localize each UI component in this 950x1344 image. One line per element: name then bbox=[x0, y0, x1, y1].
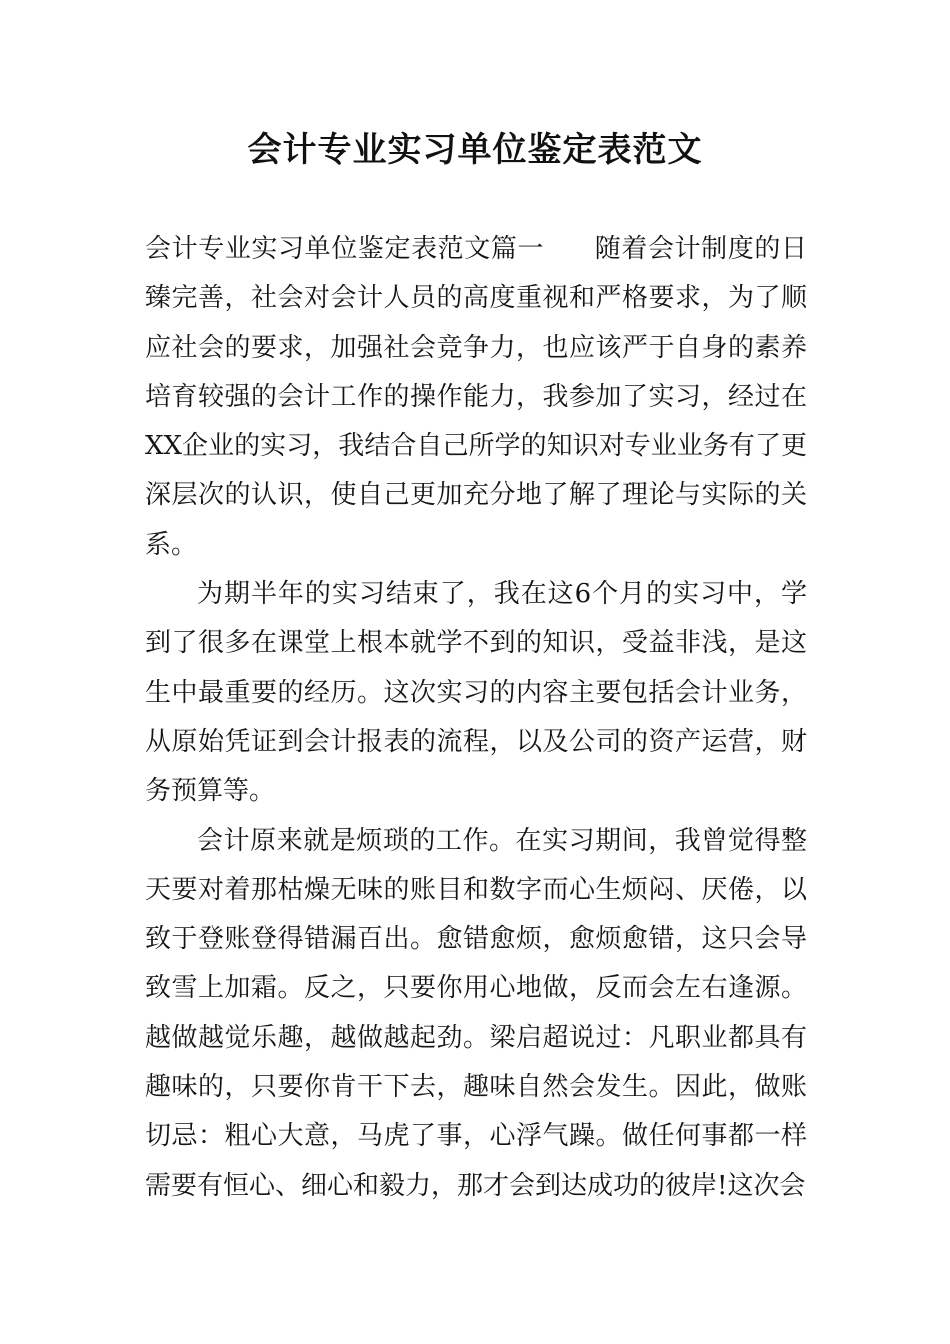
document-title: 会计专业实习单位鉴定表范文 bbox=[247, 130, 703, 170]
paragraph-1 bbox=[145, 225, 807, 570]
paragraph-3: 会计原来就是烦琐的工作。在实习期间，我曾觉得整天要对着那枯燥无味的账目和数字而心生烦闷、厌倦，以致于登账登得错漏百出。愈错愈烦，愈烦愈错，这只会导致雪上加霜。反之，只要你用心地做，反而会左右逢源。越做越觉乐趣，越做越起劲。梁启超说过：凡职业都具有趣味的，只要你肯干下去，趣味自然会发生。因此，做账切忌：粗心大意，马虎了事，心浮气躁。做任何事都一样需要有恒心、细心和毅力，那才会到达成功的彼岸!这次会 bbox=[145, 825, 807, 1201]
document-body bbox=[145, 225, 807, 1211]
paragraph-2: 为期半年的实习结束了，我在这6个月的实习中，学到了很多在课堂上根本就学不到的知识，受益非浅，是这生中最重要的经历。这次实习的内容主要包括会计业务，从原始凭证到会计报表的流程，以及公司的资产运营，财务预算等。 bbox=[145, 579, 807, 807]
paragraph-1-text: 随着会计制度的日臻完善，社会对会计人员的高度重视和严格要求，为了顺应社会的要求，加强社会竞争力，也应该严于自身的素养培育较强的会计工作的操作能力，我参加了实习，经过在XX企业的实习，我结合自己所学的知识对专业业务有了更深层次的认识，使自己更加充分地了解了理论与实际的关系。 bbox=[145, 234, 807, 560]
section-heading: 会计专业实习单位鉴定表范文篇一 bbox=[145, 234, 545, 264]
